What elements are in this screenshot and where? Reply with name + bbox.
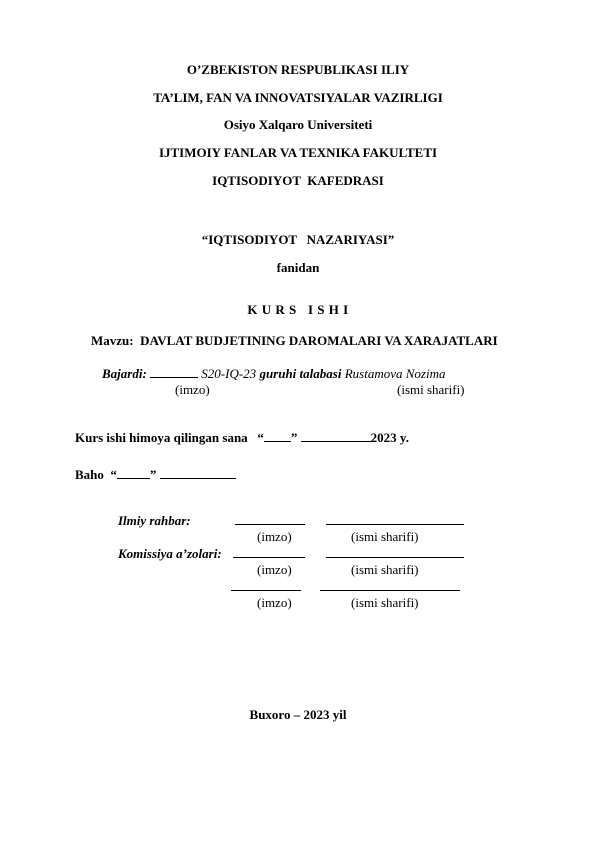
defense-line: Kurs ishi himoya qilingan sana “ ” 2023 y. xyxy=(75,430,409,445)
author-group-suffix: guruhi talabasi xyxy=(259,366,342,381)
commission-2-name-caption: (ismi sharifi) xyxy=(351,595,419,610)
author-line xyxy=(102,365,445,382)
footer-city-year: Buxoro – 2023 yil xyxy=(249,707,347,722)
author-sign-caption: (imzo) xyxy=(175,382,210,397)
university-name: Osiyo Xalqaro Universiteti xyxy=(223,117,373,132)
topic-label: Mavzu: xyxy=(91,333,134,348)
supervisor-sign-caption: (imzo) xyxy=(257,529,292,544)
commission-1-sign-caption: (imzo) xyxy=(257,562,292,577)
commission-label: Komissiya a’zolari: xyxy=(118,546,222,561)
topic-line xyxy=(91,333,498,349)
topic-value: DAVLAT BUDJETINING DAROMALARI VA XARAJATLARI xyxy=(140,333,498,348)
ministry-line-1: O’ZBEKISTON RESPUBLIKASI ILIY xyxy=(186,62,410,77)
author-signature-blank xyxy=(150,365,198,378)
commission-2-name-line xyxy=(320,590,460,591)
department-name: IQTISODIYOT KAFEDRASI xyxy=(212,173,384,188)
document-type: K U R S I S H I xyxy=(247,302,349,317)
author-name: Rustamova Nozima xyxy=(344,366,446,381)
faculty-name: IJTIMOIY FANLAR VA TEXNIKA FAKULTETI xyxy=(158,145,438,160)
commission-2-signature-line xyxy=(231,590,301,591)
subject-title: “IQTISODIYOT NAZARIYASI” xyxy=(201,232,395,247)
supervisor-name-line xyxy=(326,524,464,525)
supervisor-signature-line xyxy=(235,524,305,525)
commission-1-name-caption: (ismi sharifi) xyxy=(351,562,419,577)
author-name-caption: (ismi sharifi) xyxy=(397,382,465,397)
defense-year: 2023 y. xyxy=(370,430,409,445)
supervisor-label: Ilmiy rahbar: xyxy=(118,513,191,528)
author-label: Bajardi: xyxy=(102,366,147,381)
commission-1-signature-line xyxy=(233,557,305,558)
subject-suffix: fanidan xyxy=(276,260,320,275)
grade-label: Baho xyxy=(75,467,104,482)
grade-line: Baho “ ” xyxy=(75,466,236,483)
grade-value-blank xyxy=(117,466,150,479)
defense-day-blank xyxy=(264,429,291,442)
author-group: S20-IQ-23 xyxy=(201,366,257,381)
defense-label: Kurs ishi himoya qilingan sana xyxy=(75,430,248,445)
ministry-line-2: TA’LIM, FAN VA INNOVATSIYALAR VAZIRLIGI xyxy=(153,90,443,105)
supervisor-name-caption: (ismi sharifi) xyxy=(351,529,419,544)
commission-1-name-line xyxy=(326,557,464,558)
commission-2-sign-caption: (imzo) xyxy=(257,595,292,610)
defense-month-blank xyxy=(301,429,371,442)
grade-text-blank xyxy=(160,466,236,479)
